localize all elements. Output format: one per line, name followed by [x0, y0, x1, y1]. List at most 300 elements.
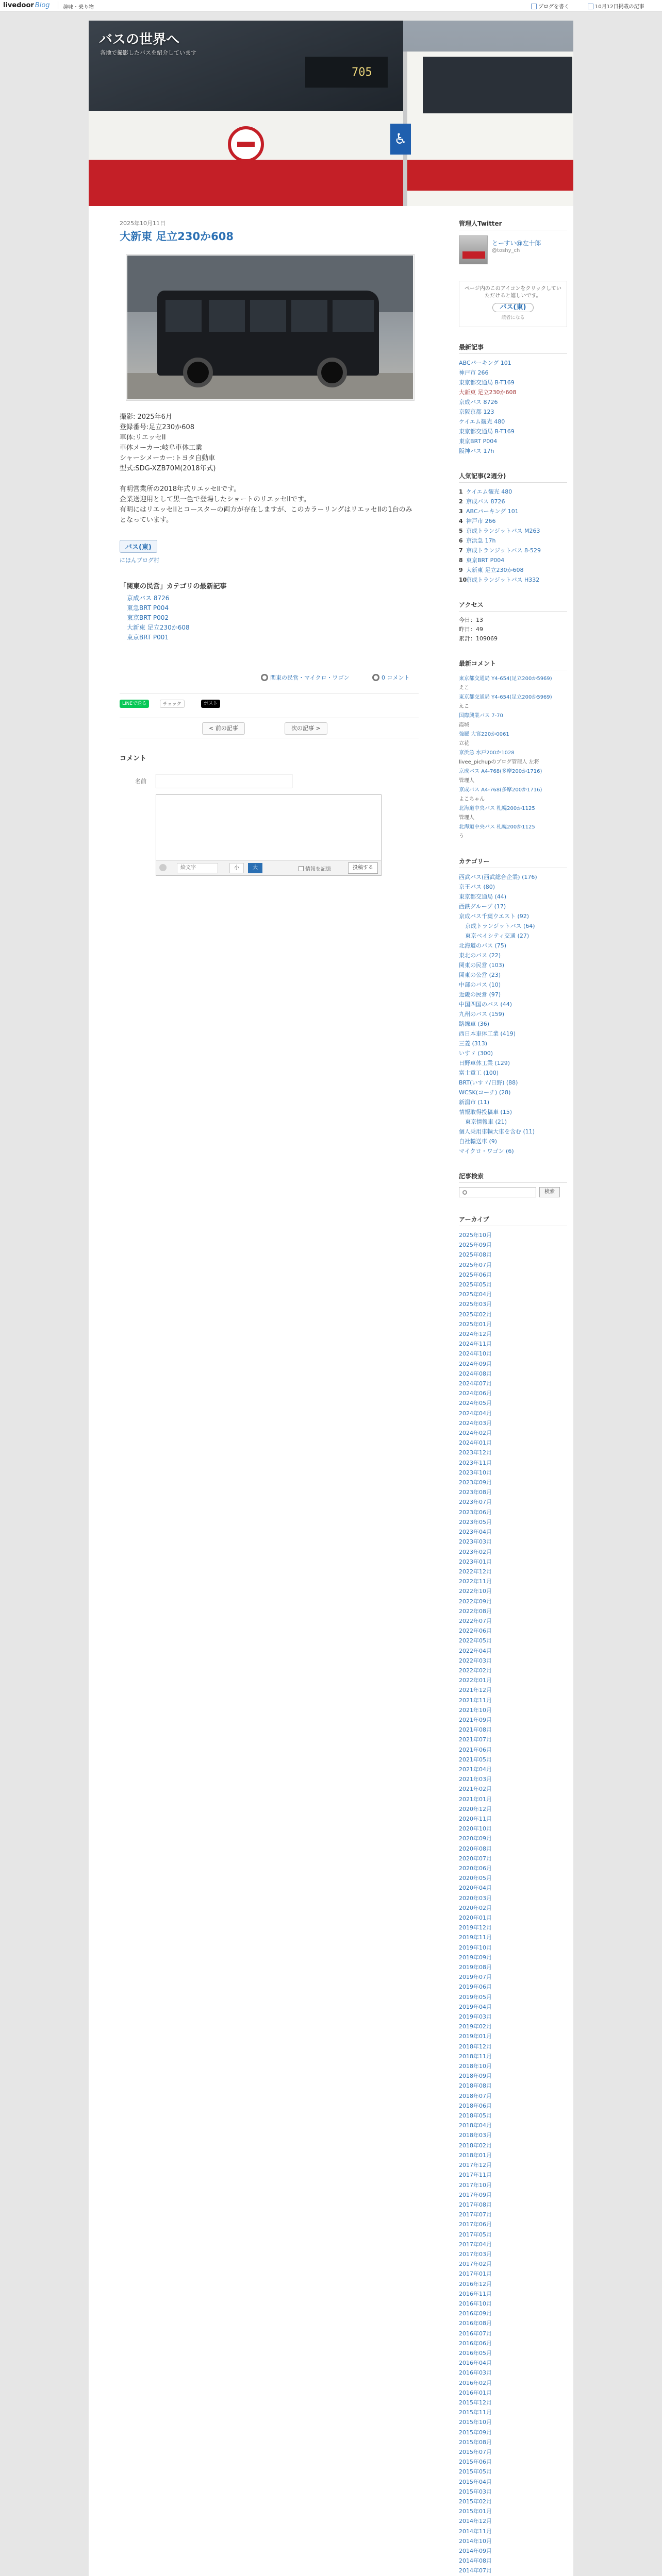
- category-link[interactable]: 関東の公営 (23): [459, 972, 501, 978]
- reader-section: [459, 281, 567, 327]
- archive-list: [459, 1230, 567, 2576]
- archive-link[interactable]: 2021年07月: [459, 1736, 492, 1743]
- body-line: 登録番号:足立230か608: [120, 423, 195, 431]
- blog-title[interactable]: バスの世界へ: [99, 32, 180, 47]
- body-line: 撮影: 2025年6月: [120, 413, 172, 421]
- search-input[interactable]: [459, 1187, 536, 1197]
- wheelchair-icon: ♿: [390, 124, 411, 155]
- archive-link[interactable]: 2017年01月: [459, 2270, 492, 2278]
- archive-link[interactable]: 2020年10月: [459, 1825, 492, 1833]
- latest-post-link[interactable]: 神戸市 266: [459, 369, 489, 376]
- archive-link[interactable]: 2025年01月: [459, 1320, 492, 1328]
- category-link[interactable]: 自社輸送車 (9): [459, 1138, 498, 1145]
- archive-link[interactable]: 2022年12月: [459, 1568, 492, 1575]
- archive-link[interactable]: 2016年01月: [459, 2389, 492, 2396]
- ranking-link[interactable]: 神戸市 266: [466, 518, 496, 524]
- archive-link[interactable]: 2023年11月: [459, 1459, 492, 1466]
- archive-link[interactable]: 2017年03月: [459, 2250, 492, 2258]
- archive-link[interactable]: 2014年09月: [459, 2548, 492, 2555]
- archive-link[interactable]: 2023年07月: [459, 1499, 492, 1506]
- size-small-button[interactable]: 小: [229, 863, 244, 873]
- size-large-button[interactable]: 大: [248, 863, 262, 873]
- comment-article-link[interactable]: 北海道中央バス 札幌200か1125: [459, 806, 535, 811]
- reader-pill-button[interactable]: バス(東): [492, 303, 534, 312]
- archive-link[interactable]: 2019年05月: [459, 1993, 492, 2001]
- archive-link[interactable]: 2016年11月: [459, 2290, 492, 2297]
- archive-link[interactable]: 2020年01月: [459, 1914, 492, 1922]
- archive-link[interactable]: 2022年03月: [459, 1657, 492, 1664]
- archive-link[interactable]: 2017年12月: [459, 2162, 492, 2169]
- submit-comment-button[interactable]: 投稿する: [348, 862, 378, 874]
- category-heading: カテゴリー: [459, 857, 567, 868]
- archive-link[interactable]: 2020年04月: [459, 1885, 492, 1892]
- main-column: [120, 219, 419, 876]
- ranking-section: [459, 471, 567, 585]
- latest-section: [459, 343, 567, 456]
- rank-number: 8: [459, 557, 463, 564]
- next-post-button[interactable]: 次の記事 >: [285, 722, 327, 735]
- category-link[interactable]: 富士重工 (100): [459, 1070, 499, 1076]
- header-bus-right: [403, 52, 573, 206]
- comment-article-link[interactable]: 北海道中央バス 札幌200か1125: [459, 824, 535, 830]
- archive-link[interactable]: 2018年12月: [459, 2043, 492, 2050]
- body-line: シャーシメーカー:トヨタ自動車: [120, 454, 216, 462]
- comment-icon: [372, 674, 379, 681]
- search-section: [459, 1172, 567, 1199]
- ranking-item[interactable]: [459, 575, 567, 585]
- ranking-link[interactable]: 京成トランジットバス M263: [466, 528, 540, 534]
- reader-text: ページ内のこのアイコンをクリックしていただけると嬉しいです。: [464, 286, 562, 299]
- comment-article-link[interactable]: 国際興業バス 7-70: [459, 713, 503, 719]
- archive-link[interactable]: 2022年07月: [459, 1617, 492, 1624]
- microbus-image: [157, 291, 379, 376]
- comment-author: 立花: [459, 741, 469, 747]
- archive-link[interactable]: 2021年06月: [459, 1746, 492, 1753]
- archive-link[interactable]: 2015年11月: [459, 2409, 492, 2416]
- manager-name[interactable]: とーすい@左十郎: [492, 240, 541, 247]
- archive-link[interactable]: 2017年02月: [459, 2261, 492, 2268]
- category-link[interactable]: 北海道のバス (75): [459, 942, 507, 949]
- archive-link[interactable]: 2016年12月: [459, 2280, 492, 2287]
- latest-heading: 最新記事: [459, 343, 567, 354]
- category-link[interactable]: 新潟市 (11): [459, 1099, 490, 1106]
- archive-link[interactable]: 2014年08月: [459, 2557, 492, 2565]
- prev-post-button[interactable]: < 前の記事: [202, 722, 245, 735]
- archive-link[interactable]: 2020年12月: [459, 1805, 492, 1812]
- archive-link[interactable]: 2021年05月: [459, 1756, 492, 1763]
- archive-link[interactable]: 2016年10月: [459, 2300, 492, 2307]
- comment-article-link[interactable]: 東京都交通局 Y4-654(足立200か5969): [459, 694, 552, 700]
- archive-link[interactable]: 2017年04月: [459, 2241, 492, 2248]
- access-heading: アクセス: [459, 600, 567, 612]
- access-section: [459, 600, 567, 643]
- category-link[interactable]: 日野車体工業 (129): [459, 1060, 510, 1066]
- comment-author: 管理人: [459, 778, 474, 784]
- archive-link[interactable]: 2021年11月: [459, 1697, 492, 1704]
- archive-link[interactable]: 2024年04月: [459, 1410, 492, 1417]
- archive-link[interactable]: 2015年03月: [459, 2488, 492, 2495]
- ranking-item[interactable]: [459, 506, 567, 516]
- archive-link[interactable]: 2020年05月: [459, 1875, 492, 1882]
- archive-link[interactable]: 2025年06月: [459, 1271, 492, 1278]
- archive-link[interactable]: 2021年10月: [459, 1706, 492, 1714]
- archive-link[interactable]: 2016年06月: [459, 2340, 492, 2347]
- comment-name-row: [120, 774, 419, 789]
- access-today: 今日：13: [459, 617, 483, 623]
- archive-link[interactable]: 2021年02月: [459, 1786, 492, 1793]
- archive-link[interactable]: 2015年05月: [459, 2468, 492, 2476]
- archive-link[interactable]: 2023年05月: [459, 1518, 492, 1526]
- archive-link[interactable]: 2015年08月: [459, 2438, 492, 2446]
- category-link[interactable]: 西日本車体工業 (419): [459, 1030, 516, 1037]
- archive-link[interactable]: 2019年10月: [459, 1944, 492, 1951]
- archive-link[interactable]: 2015年04月: [459, 2478, 492, 2485]
- comment-author: う: [459, 834, 464, 839]
- archive-link[interactable]: 2023年10月: [459, 1469, 492, 1476]
- category-link[interactable]: 西武バス(西武総合企業) (176): [459, 874, 537, 880]
- archive-link[interactable]: 2024年05月: [459, 1400, 492, 1407]
- access-total: 累計：109069: [459, 635, 498, 642]
- comment-author: 管理人: [459, 815, 474, 821]
- line-share-button[interactable]: LINEで送る: [120, 700, 149, 708]
- archive-link[interactable]: 2022年08月: [459, 1607, 492, 1615]
- related-link[interactable]: 東急BRT P004: [127, 604, 169, 612]
- comment-author: よこちゃん: [459, 796, 485, 802]
- archive-link[interactable]: 2023年01月: [459, 1558, 492, 1565]
- post-title[interactable]: 大新東 足立230か608: [120, 230, 234, 243]
- page-frame: [89, 21, 573, 2576]
- archive-link[interactable]: 2022年04月: [459, 1647, 492, 1654]
- category-list: [459, 872, 567, 1156]
- post-pager: [120, 718, 419, 738]
- related-posts: [120, 581, 419, 642]
- archive-link[interactable]: 2020年02月: [459, 1904, 492, 1911]
- category-link[interactable]: 東北のバス (22): [459, 952, 501, 959]
- body-line: 有明にはリエッセIIとコースターの両方が存在しますが、このカラーリングはリエッセIIの1台のみとなっています。: [120, 506, 412, 524]
- category-link[interactable]: 東京都交通局 (44): [459, 893, 507, 900]
- archive-link[interactable]: 2022年06月: [459, 1628, 492, 1635]
- archive-link[interactable]: 2023年03月: [459, 1538, 492, 1546]
- notice-button[interactable]: 10月12日掲載の記事: [588, 2, 644, 9]
- ranking-link[interactable]: ABCパーキング 101: [466, 508, 519, 515]
- archive-link[interactable]: 2015年02月: [459, 2498, 492, 2505]
- archive-link[interactable]: 2018年02月: [459, 2142, 492, 2149]
- comment-author: 霞城: [459, 722, 469, 728]
- archive-link[interactable]: 2019年04月: [459, 2003, 492, 2010]
- archive-link[interactable]: 2025年08月: [459, 1251, 492, 1259]
- archive-link[interactable]: 2024年12月: [459, 1331, 492, 1338]
- latest-post-link[interactable]: 東京都交通局 B-T169: [459, 379, 515, 386]
- archive-link[interactable]: 2021年01月: [459, 1795, 492, 1803]
- avatar[interactable]: [459, 235, 488, 264]
- archive-link[interactable]: 2022年09月: [459, 1598, 492, 1605]
- archive-link[interactable]: 2019年12月: [459, 1924, 492, 1931]
- calendar-icon: [588, 4, 593, 9]
- pencil-icon: [531, 4, 537, 9]
- archive-link[interactable]: 2024年07月: [459, 1380, 492, 1387]
- rank-number: 7: [459, 547, 463, 554]
- archive-link[interactable]: 2019年09月: [459, 1954, 492, 1961]
- archive-link[interactable]: 2025年07月: [459, 1261, 492, 1268]
- archive-link[interactable]: 2019年08月: [459, 1964, 492, 1971]
- category-link[interactable]: 近畿の民営 (97): [459, 991, 501, 998]
- archive-link[interactable]: 2025年10月: [459, 1232, 492, 1239]
- reader-count[interactable]: 読者になる: [501, 315, 525, 320]
- x-post-button[interactable]: ポスト: [201, 700, 220, 708]
- archive-link[interactable]: 2015年12月: [459, 2399, 492, 2406]
- body-line: 車体:リエッセII: [120, 434, 166, 442]
- check-button[interactable]: チェック: [160, 700, 185, 708]
- archive-link[interactable]: 2016年07月: [459, 2330, 492, 2337]
- archive-link[interactable]: 2023年09月: [459, 1479, 492, 1486]
- archive-link[interactable]: 2024年06月: [459, 1390, 492, 1397]
- archive-heading: アーカイブ: [459, 1215, 567, 1226]
- body-line: 有明営業所の2018年式リエッセIIです。: [120, 485, 241, 493]
- archive-section: [459, 1215, 567, 2576]
- archive-link[interactable]: 2024年09月: [459, 1360, 492, 1367]
- bus-emblem: [228, 126, 264, 162]
- post-date: 2025年10月11日: [120, 220, 166, 227]
- ranking-item[interactable]: [459, 546, 567, 555]
- livedoor-logo[interactable]: livedoor Blog: [3, 2, 50, 9]
- archive-link[interactable]: 2015年09月: [459, 2429, 492, 2436]
- comment-article-link[interactable]: 京成バス A4-768(多摩200か1716): [459, 769, 542, 774]
- archive-link[interactable]: 2024年11月: [459, 1341, 492, 1348]
- profile-card[interactable]: [459, 234, 567, 265]
- archive-link[interactable]: 2015年06月: [459, 2459, 492, 2466]
- ranking-heading: 人気記事(2週分): [459, 471, 567, 483]
- body-line: 企業送迎用として黒一色で登場したショートのリエッセIIです。: [120, 496, 310, 503]
- category-link[interactable]: 路線車 (36): [459, 1021, 490, 1027]
- archive-link[interactable]: 2019年07月: [459, 1974, 492, 1981]
- body-line: 型式:SDG-XZB70M(2018年式): [120, 465, 216, 472]
- name-label: 名前: [135, 778, 146, 785]
- archive-link[interactable]: 2015年10月: [459, 2419, 492, 2426]
- comment-author: えこ: [459, 704, 469, 709]
- archive-link[interactable]: 2018年11月: [459, 2053, 492, 2060]
- archive-link[interactable]: 2021年04月: [459, 1766, 492, 1773]
- category-badge: [120, 540, 419, 564]
- archive-link[interactable]: 2016年03月: [459, 2369, 492, 2377]
- category-link[interactable]: 関東の民営 (103): [459, 962, 505, 969]
- category-tag-link[interactable]: バス(東): [120, 540, 157, 553]
- archive-link[interactable]: 2018年09月: [459, 2073, 492, 2080]
- archive-link[interactable]: 2025年04月: [459, 1291, 492, 1298]
- ranking-item[interactable]: [459, 516, 567, 526]
- archive-link[interactable]: 2023年04月: [459, 1529, 492, 1536]
- category-link[interactable]: BRT(いすゞ/日野) (88): [459, 1079, 518, 1086]
- ranking-link[interactable]: ケイエム観光 480: [466, 488, 512, 495]
- archive-link[interactable]: 2024年08月: [459, 1370, 492, 1377]
- access-yesterday: 昨日：49: [459, 626, 483, 633]
- archive-link[interactable]: 2019年03月: [459, 2013, 492, 2021]
- archive-link[interactable]: 2015年01月: [459, 2508, 492, 2515]
- archive-link[interactable]: 2019年01月: [459, 2033, 492, 2040]
- latest-post-link[interactable]: 東京BRT P004: [459, 438, 498, 445]
- category-link[interactable]: 個人乗用車輌大車を含む (11): [459, 1128, 535, 1135]
- comments-heading: 最新コメント: [459, 659, 567, 670]
- related-link[interactable]: 東京BRT P001: [127, 634, 169, 641]
- archive-link[interactable]: 2020年07月: [459, 1855, 492, 1862]
- comment-author: えこ: [459, 685, 469, 691]
- archive-link[interactable]: 2025年09月: [459, 1242, 492, 1249]
- archive-link[interactable]: 2019年11月: [459, 1934, 492, 1941]
- category-link[interactable]: 東京ベイシティ交通 (27): [465, 933, 529, 939]
- ranking-link[interactable]: 京成バス 8726: [466, 498, 505, 505]
- archive-link[interactable]: 2016年04月: [459, 2360, 492, 2367]
- archive-link[interactable]: 2014年11月: [459, 2528, 492, 2535]
- archive-link[interactable]: 2022年10月: [459, 1588, 492, 1595]
- post-photo[interactable]: [126, 254, 415, 401]
- category-link[interactable]: 京成トランジットバス (64): [465, 923, 535, 929]
- archive-link[interactable]: 2020年03月: [459, 1894, 492, 1902]
- archive-link[interactable]: 2020年09月: [459, 1835, 492, 1842]
- archive-link[interactable]: 2018年04月: [459, 2122, 492, 2129]
- post-category-link[interactable]: 関東の民営・マイクロ・ワゴン: [261, 673, 350, 682]
- archive-link[interactable]: 2014年07月: [459, 2567, 492, 2574]
- archive-link[interactable]: 2018年06月: [459, 2102, 492, 2109]
- comment-article-link[interactable]: 京浜急 水戸200か1028: [459, 750, 515, 756]
- category-link[interactable]: 西鉄グループ (17): [459, 903, 506, 910]
- category-link[interactable]: いすゞ (300): [459, 1050, 493, 1057]
- emoji-icon[interactable]: [159, 864, 167, 871]
- archive-link[interactable]: 2025年03月: [459, 1301, 492, 1308]
- archive-link[interactable]: 2018年01月: [459, 2151, 492, 2159]
- archive-link[interactable]: 2016年02月: [459, 2379, 492, 2386]
- ranking-link[interactable]: 大新東 足立230か608: [466, 567, 524, 573]
- archive-link[interactable]: 2021年03月: [459, 1776, 492, 1783]
- category-link[interactable]: マイクロ・ワゴン (6): [459, 1148, 514, 1155]
- category-link[interactable]: 九州のバス (159): [459, 1011, 505, 1018]
- archive-link[interactable]: 2017年09月: [459, 2191, 492, 2198]
- archive-link[interactable]: 2017年11月: [459, 2172, 492, 2179]
- comment-textarea[interactable]: [156, 794, 382, 860]
- latest-post-link[interactable]: 京阪京都 123: [459, 409, 494, 415]
- archive-link[interactable]: 2023年08月: [459, 1489, 492, 1496]
- write-blog-button[interactable]: ブログを書く: [531, 2, 569, 9]
- archive-link[interactable]: 2022年01月: [459, 1677, 492, 1684]
- latest-post-link[interactable]: ケイエム観光 480: [459, 418, 505, 425]
- ranking-item[interactable]: [459, 565, 567, 575]
- archive-link[interactable]: 2025年02月: [459, 1311, 492, 1318]
- archive-link[interactable]: 2021年12月: [459, 1687, 492, 1694]
- archive-link[interactable]: 2024年01月: [459, 1439, 492, 1447]
- genre-breadcrumb[interactable]: 趣味・乗り物: [63, 5, 94, 10]
- comment-toolbar: [156, 860, 382, 876]
- ranking-link[interactable]: 京成トランジットバス 8-529: [466, 547, 541, 554]
- archive-link[interactable]: 2015年07月: [459, 2448, 492, 2455]
- rank-number: 3: [459, 508, 463, 515]
- latest-post-link[interactable]: 阪神バス 17h: [459, 448, 494, 454]
- comment-count-link[interactable]: 0 コメント: [372, 673, 410, 682]
- archive-link[interactable]: 2018年05月: [459, 2112, 492, 2120]
- comment-author: livee_pichupのブログ管理人 左将: [459, 759, 539, 765]
- archive-link[interactable]: 2020年06月: [459, 1865, 492, 1872]
- archive-link[interactable]: 2018年03月: [459, 2132, 492, 2139]
- nihon-blogmura-link[interactable]: にほんブログ村: [120, 557, 159, 564]
- ranking-item[interactable]: [459, 536, 567, 546]
- archive-link[interactable]: 2016年05月: [459, 2349, 492, 2357]
- archive-link[interactable]: 2022年11月: [459, 1578, 492, 1585]
- archive-link[interactable]: 2025年05月: [459, 1281, 492, 1289]
- ranking-item[interactable]: [459, 497, 567, 506]
- archive-link[interactable]: 2016年09月: [459, 2310, 492, 2317]
- archive-link[interactable]: 2016年08月: [459, 2320, 492, 2327]
- archive-link[interactable]: 2017年07月: [459, 2211, 492, 2218]
- manager-heading: 管理人Twitter: [459, 219, 567, 230]
- category-section: [459, 857, 567, 1156]
- ranking-link[interactable]: 東京BRT P004: [466, 557, 505, 564]
- archive-link[interactable]: 2023年06月: [459, 1509, 492, 1516]
- archive-link[interactable]: 2020年11月: [459, 1815, 492, 1822]
- archive-link[interactable]: 2018年08月: [459, 2082, 492, 2090]
- archive-link[interactable]: 2018年10月: [459, 2063, 492, 2070]
- category-link[interactable]: WCSK(コーチ) (28): [459, 1089, 511, 1096]
- related-link[interactable]: 大新東 足立230か608: [127, 624, 190, 631]
- archive-link[interactable]: 2020年08月: [459, 1845, 492, 1852]
- emoji-select[interactable]: 絵文字: [177, 863, 218, 873]
- archive-link[interactable]: 2014年12月: [459, 2518, 492, 2525]
- archive-link[interactable]: 2018年07月: [459, 2092, 492, 2099]
- category-link[interactable]: 中国四国のバス (44): [459, 1001, 512, 1008]
- related-link[interactable]: 京成バス 8726: [127, 595, 170, 602]
- archive-link[interactable]: 2019年06月: [459, 1984, 492, 1991]
- archive-link[interactable]: 2024年10月: [459, 1350, 492, 1358]
- archive-link[interactable]: 2024年03月: [459, 1419, 492, 1427]
- archive-link[interactable]: 2023年02月: [459, 1548, 492, 1555]
- latest-post-link[interactable]: 京成バス 8726: [459, 399, 498, 405]
- search-icon: [462, 1190, 467, 1195]
- archive-link[interactable]: 2022年02月: [459, 1667, 492, 1674]
- archive-link[interactable]: 2019年02月: [459, 2023, 492, 2030]
- manager-handle[interactable]: @toshy_ch: [492, 248, 520, 253]
- archive-link[interactable]: 2022年05月: [459, 1637, 492, 1645]
- comment-article-link[interactable]: 強羅 大宮220か0061: [459, 732, 509, 737]
- archive-link[interactable]: 2017年05月: [459, 2231, 492, 2238]
- latest-post-link[interactable]: ABCパーキング 101: [459, 360, 511, 366]
- archive-link[interactable]: 2017年08月: [459, 2201, 492, 2208]
- related-link[interactable]: 東京BRT P002: [127, 614, 169, 621]
- ranking-item[interactable]: [459, 526, 567, 536]
- comments-section: [459, 659, 567, 841]
- category-link[interactable]: 三菱 (313): [459, 1040, 488, 1047]
- archive-link[interactable]: 2021年09月: [459, 1716, 492, 1723]
- archive-link[interactable]: 2024年02月: [459, 1430, 492, 1437]
- archive-link[interactable]: 2023年12月: [459, 1449, 492, 1456]
- ranking-item[interactable]: [459, 487, 567, 497]
- latest-post-link[interactable]: 大新東 足立230か608: [459, 389, 517, 396]
- comment-article-link[interactable]: 京成バス A4-768(多摩200か1716): [459, 787, 542, 793]
- comment-article-link[interactable]: 東京都交通局 Y4-654(足立200か5969): [459, 676, 552, 682]
- category-link[interactable]: 中部のバス (10): [459, 981, 501, 988]
- ranking-item[interactable]: [459, 555, 567, 565]
- archive-link[interactable]: 2017年06月: [459, 2221, 492, 2228]
- archive-link[interactable]: 2021年08月: [459, 1726, 492, 1734]
- category-link[interactable]: 京王バス (80): [459, 884, 495, 890]
- archive-link[interactable]: 2014年10月: [459, 2537, 492, 2545]
- ranking-link[interactable]: 京成トランジットバス H332: [466, 577, 540, 583]
- post-body: [120, 412, 419, 526]
- archive-link[interactable]: 2017年10月: [459, 2181, 492, 2189]
- name-input[interactable]: [156, 774, 292, 788]
- category-link[interactable]: 東京情報車 (21): [465, 1118, 507, 1125]
- remember-checkbox[interactable]: 情報を記憶: [299, 865, 331, 872]
- category-link[interactable]: 京成バス千葉ウエスト (92): [459, 913, 529, 920]
- search-button[interactable]: 検索: [539, 1187, 560, 1197]
- latest-post-link[interactable]: 東京都交通局 B-T169: [459, 428, 515, 435]
- ranking-link[interactable]: 京浜急 17h: [466, 537, 496, 544]
- category-link[interactable]: 情報取得投稿車 (15): [459, 1109, 512, 1115]
